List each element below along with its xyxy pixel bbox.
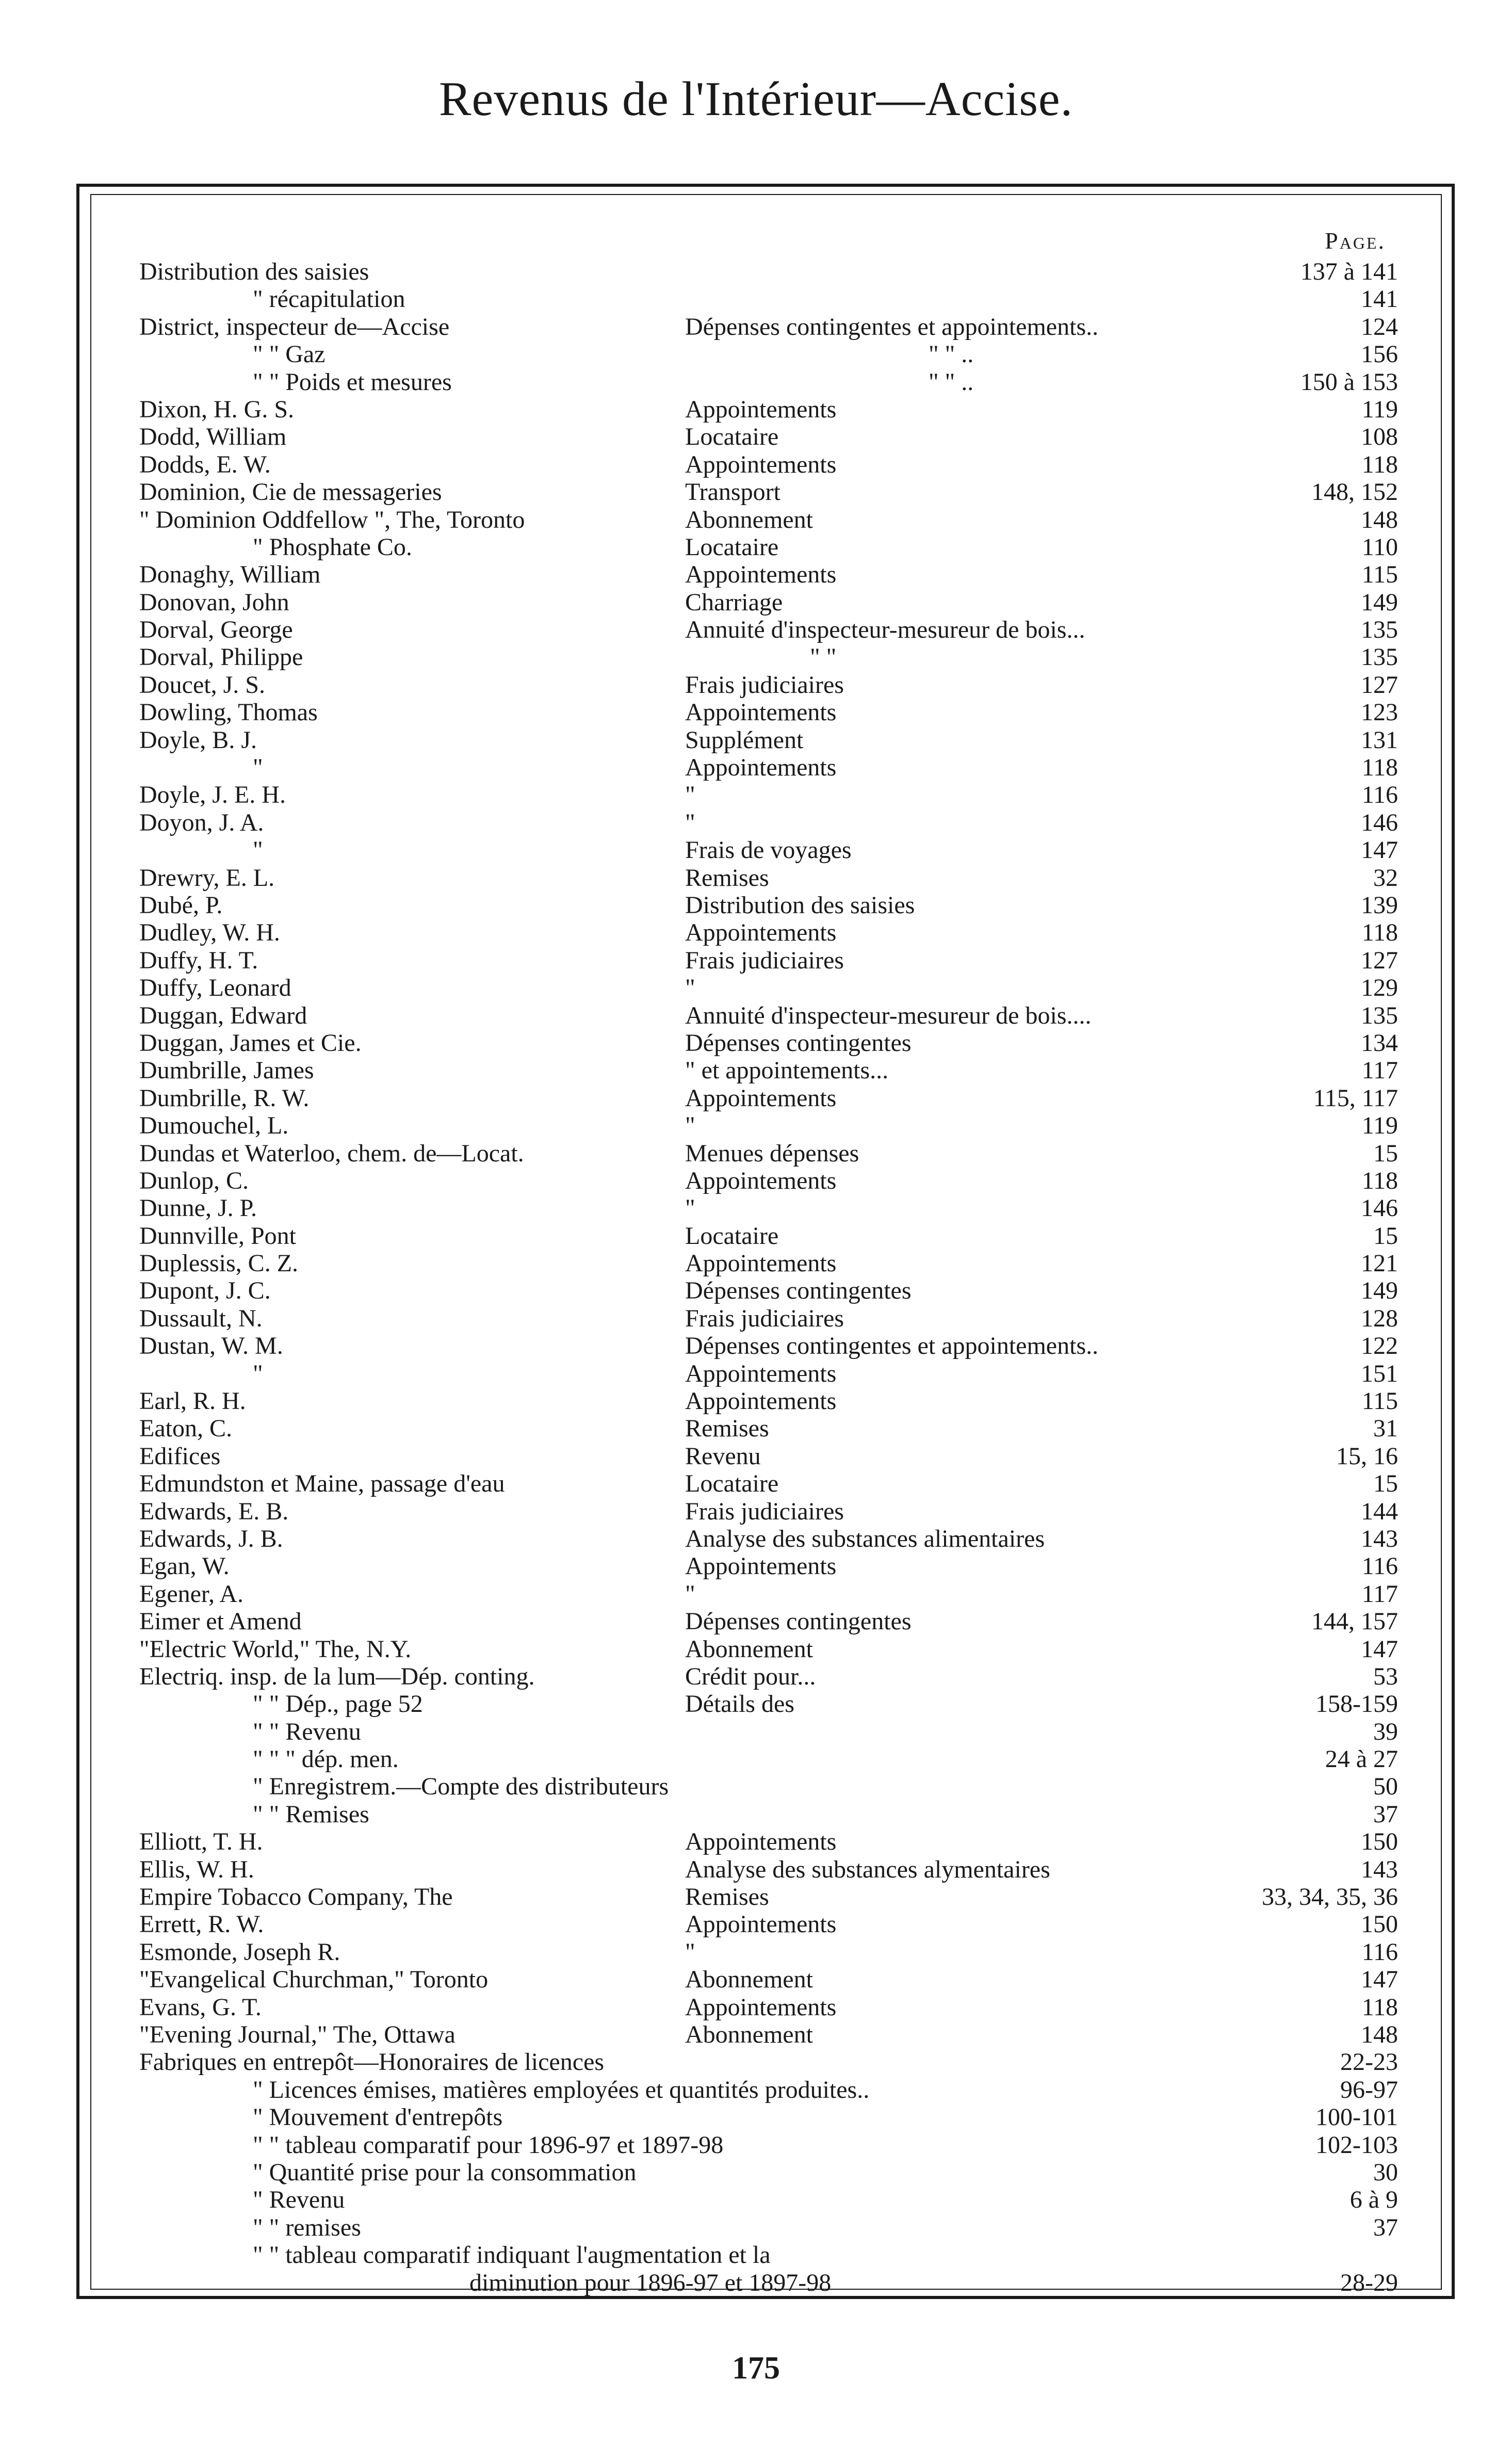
entry-subject: Ellis, W. H. [139,1855,254,1883]
entry-subject: Duffy, H. T. [139,946,258,974]
entry-page-ref: 108 [1361,423,1398,451]
entry-subject: Dunnville, Pont [139,1222,297,1250]
entry-page-ref: 149 [1361,588,1398,616]
entry-page-ref: 119 [1361,1112,1398,1140]
index-entry [139,1167,1398,1194]
entry-subject: " Mouvement d'entrepôts [253,2103,503,2131]
index-entry [139,1140,1398,1167]
index-entry [139,1029,1398,1057]
entry-subject: " " Poids et mesures [253,368,452,396]
index-entry [139,2021,1398,2048]
entry-description: Frais judiciaires [685,1497,844,1525]
entry-page-ref: 115, 117 [1313,1084,1398,1112]
entry-subject: Donaghy, William [139,561,321,589]
entry-subject: Edmundston et Maine, passage d'eau [139,1470,505,1498]
entry-page-ref: 150 à 153 [1300,368,1398,396]
entry-page-ref: 149 [1361,1277,1398,1305]
entry-description: Appointements [685,1250,837,1277]
index-entry [139,1525,1398,1552]
entry-subject: Evans, G. T. [139,1993,262,2021]
entry-subject: Distribution des saisies [139,258,369,285]
entry-subject: Duggan, James et Cie. [139,1029,362,1057]
entry-subject: Edwards, E. B. [139,1497,289,1525]
entry-description: Annuité d'inspecteur-mesureur de bois.... [685,1001,1092,1029]
entry-page-ref: 156 [1361,341,1398,368]
entry-subject: Earl, R. H. [139,1387,246,1415]
entry-subject: " " Revenu [253,1718,361,1745]
entry-page-ref: 148 [1361,506,1398,533]
entry-subject: " " Gaz [253,341,326,368]
entry-description: Dépenses contingentes et appointements.. [685,313,1099,341]
index-entry [139,285,1398,313]
entry-description: Dépenses contingentes [685,1608,912,1636]
entry-page-ref: 116 [1361,781,1398,809]
entry-description: Appointements [685,561,837,589]
index-entry [139,1194,1398,1222]
entry-page-ref: 135 [1361,643,1398,671]
index-entry [139,1057,1398,1084]
index-entry [139,1277,1398,1304]
index-entry [139,1636,1398,1663]
entry-subject: Dupont, J. C. [139,1277,271,1305]
entry-subject: " [253,1359,263,1387]
entry-description: " [685,1112,695,1140]
entry-page-ref: 15, 16 [1336,1442,1398,1470]
entry-page-ref: 96-97 [1340,2076,1398,2103]
entry-description: Appointements [685,1359,837,1387]
entry-page-ref: 102-103 [1315,2131,1398,2159]
entry-page-ref: 146 [1361,808,1398,836]
entry-subject: " Revenu [253,2186,345,2214]
entry-subject: " récapitulation [253,285,405,313]
entry-page-ref: 115 [1361,561,1398,589]
entry-description: " [685,974,695,1002]
entry-subject: " [253,836,263,864]
index-entry [139,1112,1398,1139]
entry-page-ref: 135 [1361,1001,1398,1029]
entry-page-ref: 110 [1361,533,1398,561]
entry-page-ref: 147 [1361,836,1398,864]
entry-description: Remises [685,1883,769,1911]
index-entry [139,974,1398,1001]
entry-description: Frais judiciaires [685,1304,844,1332]
entry-subject: " " Dép., page 52 [253,1690,423,1718]
entry-description: Appointements [685,1387,837,1415]
entry-subject: Duggan, Edward [139,1001,307,1029]
entry-subject: Dumouchel, L. [139,1112,289,1140]
entry-subject: District, inspecteur de—Accise [139,313,450,341]
entry-page-ref: 123 [1361,699,1398,726]
index-entry [139,2103,1398,2131]
entry-page-ref: 127 [1361,671,1398,699]
entry-page-ref: 22-23 [1340,2048,1398,2076]
entry-subject: Dubé, P. [139,891,223,919]
index-entry [139,2186,1398,2213]
entry-page-ref: 150 [1361,1911,1398,1938]
entry-description: " [685,1938,695,1966]
index-entry [139,726,1398,754]
entry-page-ref: 137 à 141 [1300,258,1398,285]
entry-description: Appointements [685,450,837,478]
entry-subject: " Licences émises, matières employées et quantités produites.. [253,2076,870,2103]
entry-subject: Dudley, W. H. [139,919,280,947]
entry-description: Revenu [685,1442,761,1470]
index-entry [139,1387,1398,1415]
entry-description: Locataire [685,1470,779,1498]
entry-description: Abonnement [685,506,813,533]
entry-description: Appointements [685,699,837,726]
index-entry [139,919,1398,946]
entry-subject: Doucet, J. S. [139,671,265,699]
index-entry [139,1332,1398,1359]
entry-page-ref: 15 [1373,1470,1398,1498]
entry-subject: Esmonde, Joseph R. [139,1938,340,1966]
entry-subject: Dorval, George [139,616,293,644]
entry-page-ref: 121 [1361,1250,1398,1277]
entry-subject: Drewry, E. L. [139,864,275,892]
entry-page-ref: 37 [1373,2213,1398,2241]
index-entry [139,589,1398,616]
index-entry [139,1580,1398,1608]
entry-description: Analyse des substances alimentaires [685,1525,1045,1552]
entry-page-ref: 143 [1361,1525,1398,1552]
index-entry [139,1801,1398,1828]
entry-description: Frais de voyages [685,836,852,864]
entry-description: " " .. [929,368,974,396]
entry-subject: " Dominion Oddfellow ", The, Toronto [139,506,525,533]
index-entry [139,1085,1398,1112]
entry-page-ref: 151 [1361,1359,1398,1387]
entry-description: Appointements [685,395,837,423]
entry-page-ref: 129 [1361,974,1398,1002]
entry-subject: "Evangelical Churchman," Toronto [139,1966,489,1994]
index-entry [139,699,1398,726]
index-entry [139,396,1398,423]
entry-description: Crédit pour... [685,1662,816,1690]
entry-description: Analyse des substances alymentaires [685,1855,1050,1883]
entry-subject: " " tableau comparatif pour 1896-97 et 1897-98 [253,2131,724,2159]
entry-page-ref: 39 [1373,1718,1398,1745]
index-entry [139,1415,1398,1442]
index-entry [139,2241,1398,2269]
entry-description: Dépenses contingentes et appointements.. [685,1332,1099,1360]
index-entry [139,341,1398,368]
entry-subject: Doyon, J. A. [139,808,264,836]
entry-page-ref: 15 [1373,1139,1398,1167]
index-entry [139,1966,1398,1993]
entry-subject: " [253,754,263,782]
entry-page-ref: 28-29 [1340,2269,1398,2296]
index-entry [139,947,1398,974]
entry-page-ref: 128 [1361,1304,1398,1332]
entry-description: Annuité d'inspecteur-mesureur de bois... [685,616,1085,644]
entry-subject: Duplessis, C. Z. [139,1250,299,1277]
index-entry [139,478,1398,506]
entry-subject: "Electric World," The, N.Y. [139,1635,412,1663]
entry-subject: Fabriques en entrepôt—Honoraires de licences [139,2048,605,2076]
entry-description: Remises [685,1415,769,1443]
entry-subject: Dustan, W. M. [139,1332,283,1360]
entry-page-ref: 118 [1361,1993,1398,2021]
entry-page-ref: 15 [1373,1222,1398,1250]
entry-description: Appointements [685,1084,837,1112]
index-entry [139,1938,1398,1966]
entry-subject: Dixon, H. G. S. [139,395,295,423]
entry-subject: Dussault, N. [139,1304,263,1332]
index-entry [139,1305,1398,1332]
entry-description: Appointements [685,754,837,782]
entry-page-ref: 118 [1361,450,1398,478]
entry-subject: " " " dép. men. [253,1745,399,1773]
entry-subject: " Phosphate Co. [253,533,412,561]
entry-page-ref: 144 [1361,1497,1398,1525]
entry-subject: "Evening Journal," The, Ottawa [139,2021,456,2048]
entry-description: " [685,808,695,836]
index-entry [139,754,1398,781]
entry-description: Frais judiciaires [685,671,844,699]
entry-subject: diminution pour 1896-97 et 1897-98 [469,2269,832,2296]
entry-description: Abonnement [685,1635,813,1663]
entry-subject: Electriq. insp. de la lum—Dép. conting. [139,1662,535,1690]
index-entry [139,1222,1398,1250]
entry-subject: " Quantité prise pour la consommation [253,2158,637,2186]
index-entry [139,1470,1398,1497]
index-entry [139,258,1398,285]
entry-page-ref: 30 [1373,2158,1398,2186]
index-entry [139,423,1398,450]
entry-subject: Dominion, Cie de messageries [139,478,442,506]
entry-subject: Errett, R. W. [139,1911,264,1938]
index-entries [139,258,1398,2296]
index-entry [139,561,1398,588]
index-entry [139,1718,1398,1745]
index-entry [139,1250,1398,1277]
entry-subject: Egan, W. [139,1552,230,1580]
entry-page-ref: 117 [1361,1057,1398,1085]
entry-description: Locataire [685,533,779,561]
entry-subject: Dodd, William [139,423,287,451]
entry-page-ref: 139 [1361,891,1398,919]
index-entry [139,2214,1398,2241]
index-entry [139,1856,1398,1883]
entry-subject: Dorval, Philippe [139,643,303,671]
index-entry [139,781,1398,808]
entry-subject: Dumbrille, James [139,1057,314,1085]
entry-description: Appointements [685,1911,837,1938]
entry-subject: Edifices [139,1442,221,1470]
index-entry [139,2269,1398,2296]
index-entry [139,2048,1398,2076]
index-entry [139,616,1398,643]
entry-page-ref: 33, 34, 35, 36 [1262,1883,1398,1911]
entry-description: " " .. [929,341,974,368]
index-entry [139,1994,1398,2021]
entry-subject: Elliott, T. H. [139,1828,263,1856]
entry-subject: Duffy, Leonard [139,974,291,1002]
entry-description: " [685,1194,695,1222]
entry-page-ref: 148, 152 [1311,478,1398,506]
index-entry [139,313,1398,341]
entry-page-ref: 31 [1373,1415,1398,1443]
entry-page-ref: 146 [1361,1194,1398,1222]
index-entry [139,836,1398,864]
entry-page-ref: 141 [1361,285,1398,313]
entry-description: Supplément [685,726,804,754]
entry-subject: Dunlop, C. [139,1167,249,1194]
entry-page-ref: 127 [1361,946,1398,974]
entry-subject: Dundas et Waterloo, chem. de—Locat. [139,1139,524,1167]
index-entry [139,506,1398,533]
index-entry [139,1828,1398,1855]
index-entry [139,533,1398,561]
page-column-heading: Page. [1325,228,1386,254]
index-entry [139,1002,1398,1029]
entry-description: Appointements [685,1552,837,1580]
entry-subject: " Enregistrem.—Compte des distributeurs [253,1773,669,1801]
entry-description: Charriage [685,588,783,616]
entry-page-ref: 53 [1373,1662,1398,1690]
entry-description: Transport [685,478,781,506]
index-entry [139,1773,1398,1800]
entry-description: Dépenses contingentes [685,1029,912,1057]
index-entry [139,451,1398,478]
entry-subject: Donovan, John [139,588,289,616]
entry-description: Détails des [685,1690,794,1718]
entry-page-ref: 135 [1361,616,1398,644]
entry-page-ref: 118 [1361,919,1398,947]
entry-description: Abonnement [685,2021,813,2048]
entry-page-ref: 118 [1361,1167,1398,1194]
entry-page-ref: 115 [1361,1387,1398,1415]
entry-page-ref: 148 [1361,2021,1398,2048]
entry-description: Menues dépenses [685,1139,859,1167]
entry-page-ref: 124 [1361,313,1398,341]
entry-description: Locataire [685,1222,779,1250]
entry-page-ref: 6 à 9 [1350,2186,1398,2214]
entry-subject: Dodds, E. W. [139,450,271,478]
entry-page-ref: 32 [1373,864,1398,892]
entry-page-ref: 116 [1361,1552,1398,1580]
entry-description: Locataire [685,423,779,451]
index-entry [139,892,1398,919]
index-entry [139,1883,1398,1911]
entry-subject: Doyle, B. J. [139,726,257,754]
entry-subject: Dunne, J. P. [139,1194,257,1222]
index-entry [139,1663,1398,1690]
entry-page-ref: 147 [1361,1635,1398,1663]
index-entry [139,809,1398,836]
entry-page-ref: 131 [1361,726,1398,754]
entry-page-ref: 24 à 27 [1325,1745,1398,1773]
entry-description: Appointements [685,1993,837,2021]
index-entry [139,1498,1398,1525]
entry-page-ref: 100-101 [1315,2103,1398,2131]
entry-subject: Edwards, J. B. [139,1525,283,1552]
entry-page-ref: 143 [1361,1855,1398,1883]
index-entry [139,1745,1398,1773]
entry-page-ref: 117 [1361,1580,1398,1608]
index-entry [139,2131,1398,2159]
entry-description: Distribution des saisies [685,891,915,919]
entry-page-ref: 150 [1361,1828,1398,1856]
entry-description: Abonnement [685,1966,813,1994]
entry-subject: Doyle, J. E. H. [139,781,286,809]
index-entry [139,1360,1398,1387]
entry-description: Appointements [685,1167,837,1194]
entry-page-ref: 158-159 [1315,1690,1398,1718]
entry-subject: Empire Tobacco Company, The [139,1883,453,1911]
entry-description: " et appointements... [685,1057,889,1085]
entry-page-ref: 116 [1361,1938,1398,1966]
entry-subject: Egener, A. [139,1580,244,1608]
index-entry [139,1552,1398,1580]
entry-page-ref: 37 [1373,1800,1398,1828]
entry-description: " [685,781,695,809]
entry-description: Remises [685,864,769,892]
entry-description: Frais judiciaires [685,946,844,974]
entry-description: Appointements [685,1828,837,1856]
entry-subject: Dumbrille, R. W. [139,1084,310,1112]
folio-number: 175 [732,2351,780,2386]
entry-subject: Eaton, C. [139,1415,232,1443]
index-entry [139,1443,1398,1470]
index-entry [139,1690,1398,1718]
entry-page-ref: 147 [1361,1966,1398,1994]
entry-subject: " " Remises [253,1800,369,1828]
index-entry [139,1608,1398,1635]
entry-subject: Dowling, Thomas [139,699,318,726]
entry-page-ref: 144, 157 [1311,1608,1398,1636]
entry-page-ref: 118 [1361,754,1398,782]
index-entry [139,368,1398,396]
index-entry [139,643,1398,671]
entry-description: Appointements [685,919,837,947]
page-title: Revenus de l'Intérieur—Accise. [438,72,1074,126]
entry-subject: Eimer et Amend [139,1608,302,1636]
index-entry [139,2159,1398,2186]
entry-subject: " " remises [253,2213,361,2241]
entry-page-ref: 119 [1361,395,1398,423]
index-entry [139,671,1398,699]
entry-description: " [685,1580,695,1608]
entry-page-ref: 50 [1373,1773,1398,1801]
index-entry [139,864,1398,892]
entry-description: Dépenses contingentes [685,1277,912,1305]
entry-description: " " [810,643,837,671]
index-entry [139,2076,1398,2103]
entry-page-ref: 122 [1361,1332,1398,1360]
entry-page-ref: 134 [1361,1029,1398,1057]
index-entry [139,1911,1398,1938]
entry-subject: " " tableau comparatif indiquant l'augmentation et la [253,2241,771,2269]
